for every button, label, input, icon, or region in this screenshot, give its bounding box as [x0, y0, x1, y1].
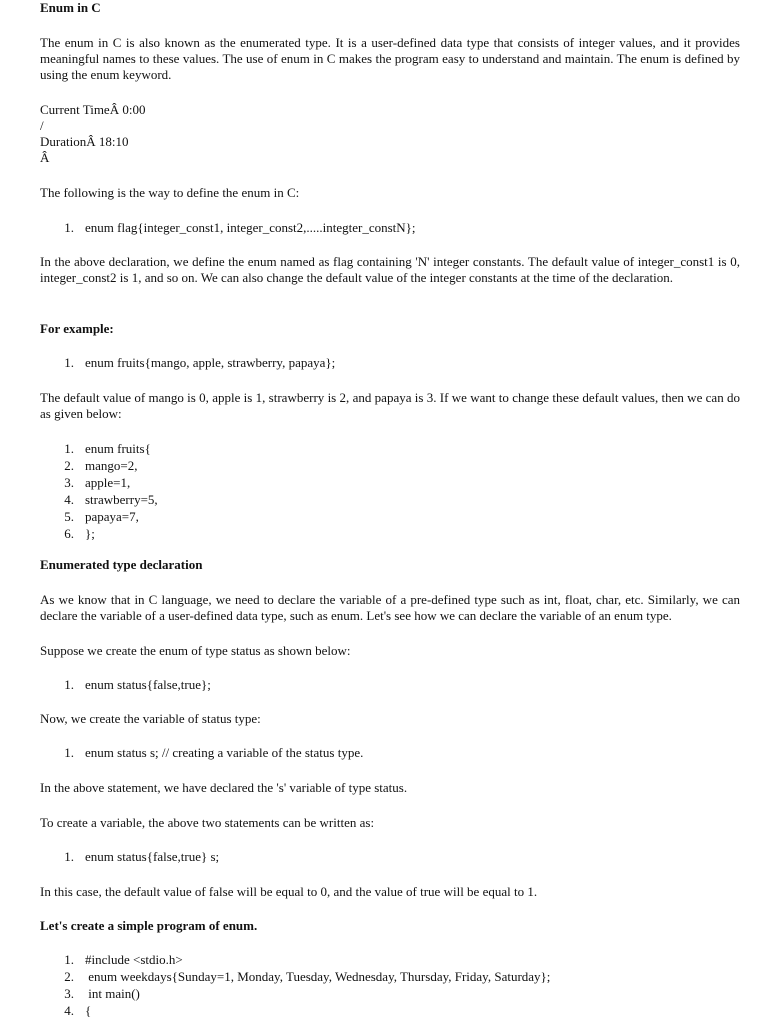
line-number: 1.	[64, 355, 74, 370]
line-number: 1.	[64, 441, 74, 456]
code-text: papaya=7,	[85, 509, 139, 524]
example-code-list	[40, 355, 740, 372]
code-line	[40, 355, 740, 372]
program-heading: Let's create a simple program of enum.	[40, 918, 258, 933]
line-number: 4.	[64, 492, 74, 507]
variable-code-list	[40, 745, 740, 762]
time-separator: /	[40, 118, 44, 133]
code-line	[40, 745, 740, 762]
code-line	[40, 952, 740, 969]
create-variable-paragraph: To create a variable, the above two statements can be written as:	[40, 815, 375, 830]
code-line	[40, 986, 740, 1003]
code-text: enum status{false,true};	[85, 677, 211, 692]
stray-character: Â	[40, 150, 50, 165]
line-number: 5.	[64, 509, 74, 524]
line-number: 1.	[64, 849, 74, 864]
declared-paragraph: In the above statement, we have declared the 's' variable of type status.	[40, 780, 408, 795]
example-heading: For example:	[40, 321, 114, 336]
code-line	[40, 849, 740, 866]
intro-paragraph: The enum in C is also known as the enumerated type. It is a user-defined data type that consists of integer values, and it provides meaningful names to these values. The use of enum in C makes the program easy to understand and maintain. The enum is defined by using the enum keyword.	[40, 35, 740, 82]
line-number: 4.	[64, 1003, 74, 1018]
code-text: enum status{false,true} s;	[85, 849, 220, 864]
code-line	[40, 969, 740, 986]
line-number: 2.	[64, 969, 74, 984]
enumerated-type-heading: Enumerated type declaration	[40, 557, 203, 572]
line-number: 1.	[64, 677, 74, 692]
code-line	[40, 458, 740, 475]
code-text: #include <stdio.h>	[85, 952, 183, 967]
code-line	[40, 475, 740, 492]
code-text: mango=2,	[85, 458, 138, 473]
code-text: apple=1,	[85, 475, 131, 490]
code-text: enum weekdays{Sunday=1, Monday, Tuesday, Wednesday, Thursday, Friday, Saturday};	[85, 969, 551, 984]
line-number: 1.	[64, 220, 74, 235]
code-line	[40, 1003, 740, 1020]
code-line	[40, 492, 740, 509]
code-text: enum fruits{	[85, 441, 151, 456]
code-text: enum flag{integer_const1, integer_const2,.....integter_constN};	[85, 220, 416, 235]
code-line	[40, 220, 740, 237]
define-paragraph: The following is the way to define the enum in C:	[40, 185, 300, 200]
suppose-paragraph: Suppose we create the enum of type status as shown below:	[40, 643, 351, 658]
page-title: Enum in C	[40, 0, 101, 15]
code-text: };	[85, 526, 95, 541]
current-time-label: Current TimeÂ 0:00	[40, 102, 146, 117]
line-number: 3.	[64, 475, 74, 490]
video-player-readout	[40, 102, 740, 166]
enumerated-type-paragraph: As we know that in C language, we need to declare the variable of a pre-defined type such as int, float, char, etc. Similarly, we can declare the variable of a user-defined data type, such as enum. Let's see how we can declare the variable of an enum type.	[40, 592, 740, 623]
line-number: 6.	[64, 526, 74, 541]
declaration-paragraph: In the above declaration, we define the enum named as flag containing 'N' integer constants. The default value of integer_const1 is 0, integer_const2 is 1, and so on. We can also change the default value of the integer constants at the time of the declaration.	[40, 254, 740, 285]
duration-label: DurationÂ 18:10	[40, 134, 129, 149]
define-code-list	[40, 220, 740, 237]
code-text: enum status s; // creating a variable of the status type.	[85, 745, 364, 760]
code-text: int main()	[85, 986, 140, 1001]
code-line	[40, 677, 740, 694]
now-paragraph: Now, we create the variable of status type:	[40, 711, 261, 726]
line-number: 1.	[64, 952, 74, 967]
combined-code-list	[40, 849, 740, 866]
status-code-list	[40, 677, 740, 694]
line-number: 1.	[64, 745, 74, 760]
code-text: {	[85, 1003, 92, 1018]
code-line	[40, 441, 740, 458]
program-code-list	[40, 952, 740, 1020]
code-line	[40, 509, 740, 526]
line-number: 3.	[64, 986, 74, 1001]
line-number: 2.	[64, 458, 74, 473]
default-values-paragraph: The default value of mango is 0, apple is 1, strawberry is 2, and papaya is 3. If we want to change these default values, then we can do as given below:	[40, 390, 740, 421]
code-text: strawberry=5,	[85, 492, 158, 507]
code-text: enum fruits{mango, apple, strawberry, papaya};	[85, 355, 336, 370]
case-paragraph: In this case, the default value of false will be equal to 0, and the value of true will be equal to 1.	[40, 884, 538, 899]
fruits-code-list	[40, 441, 740, 543]
code-line	[40, 526, 740, 543]
